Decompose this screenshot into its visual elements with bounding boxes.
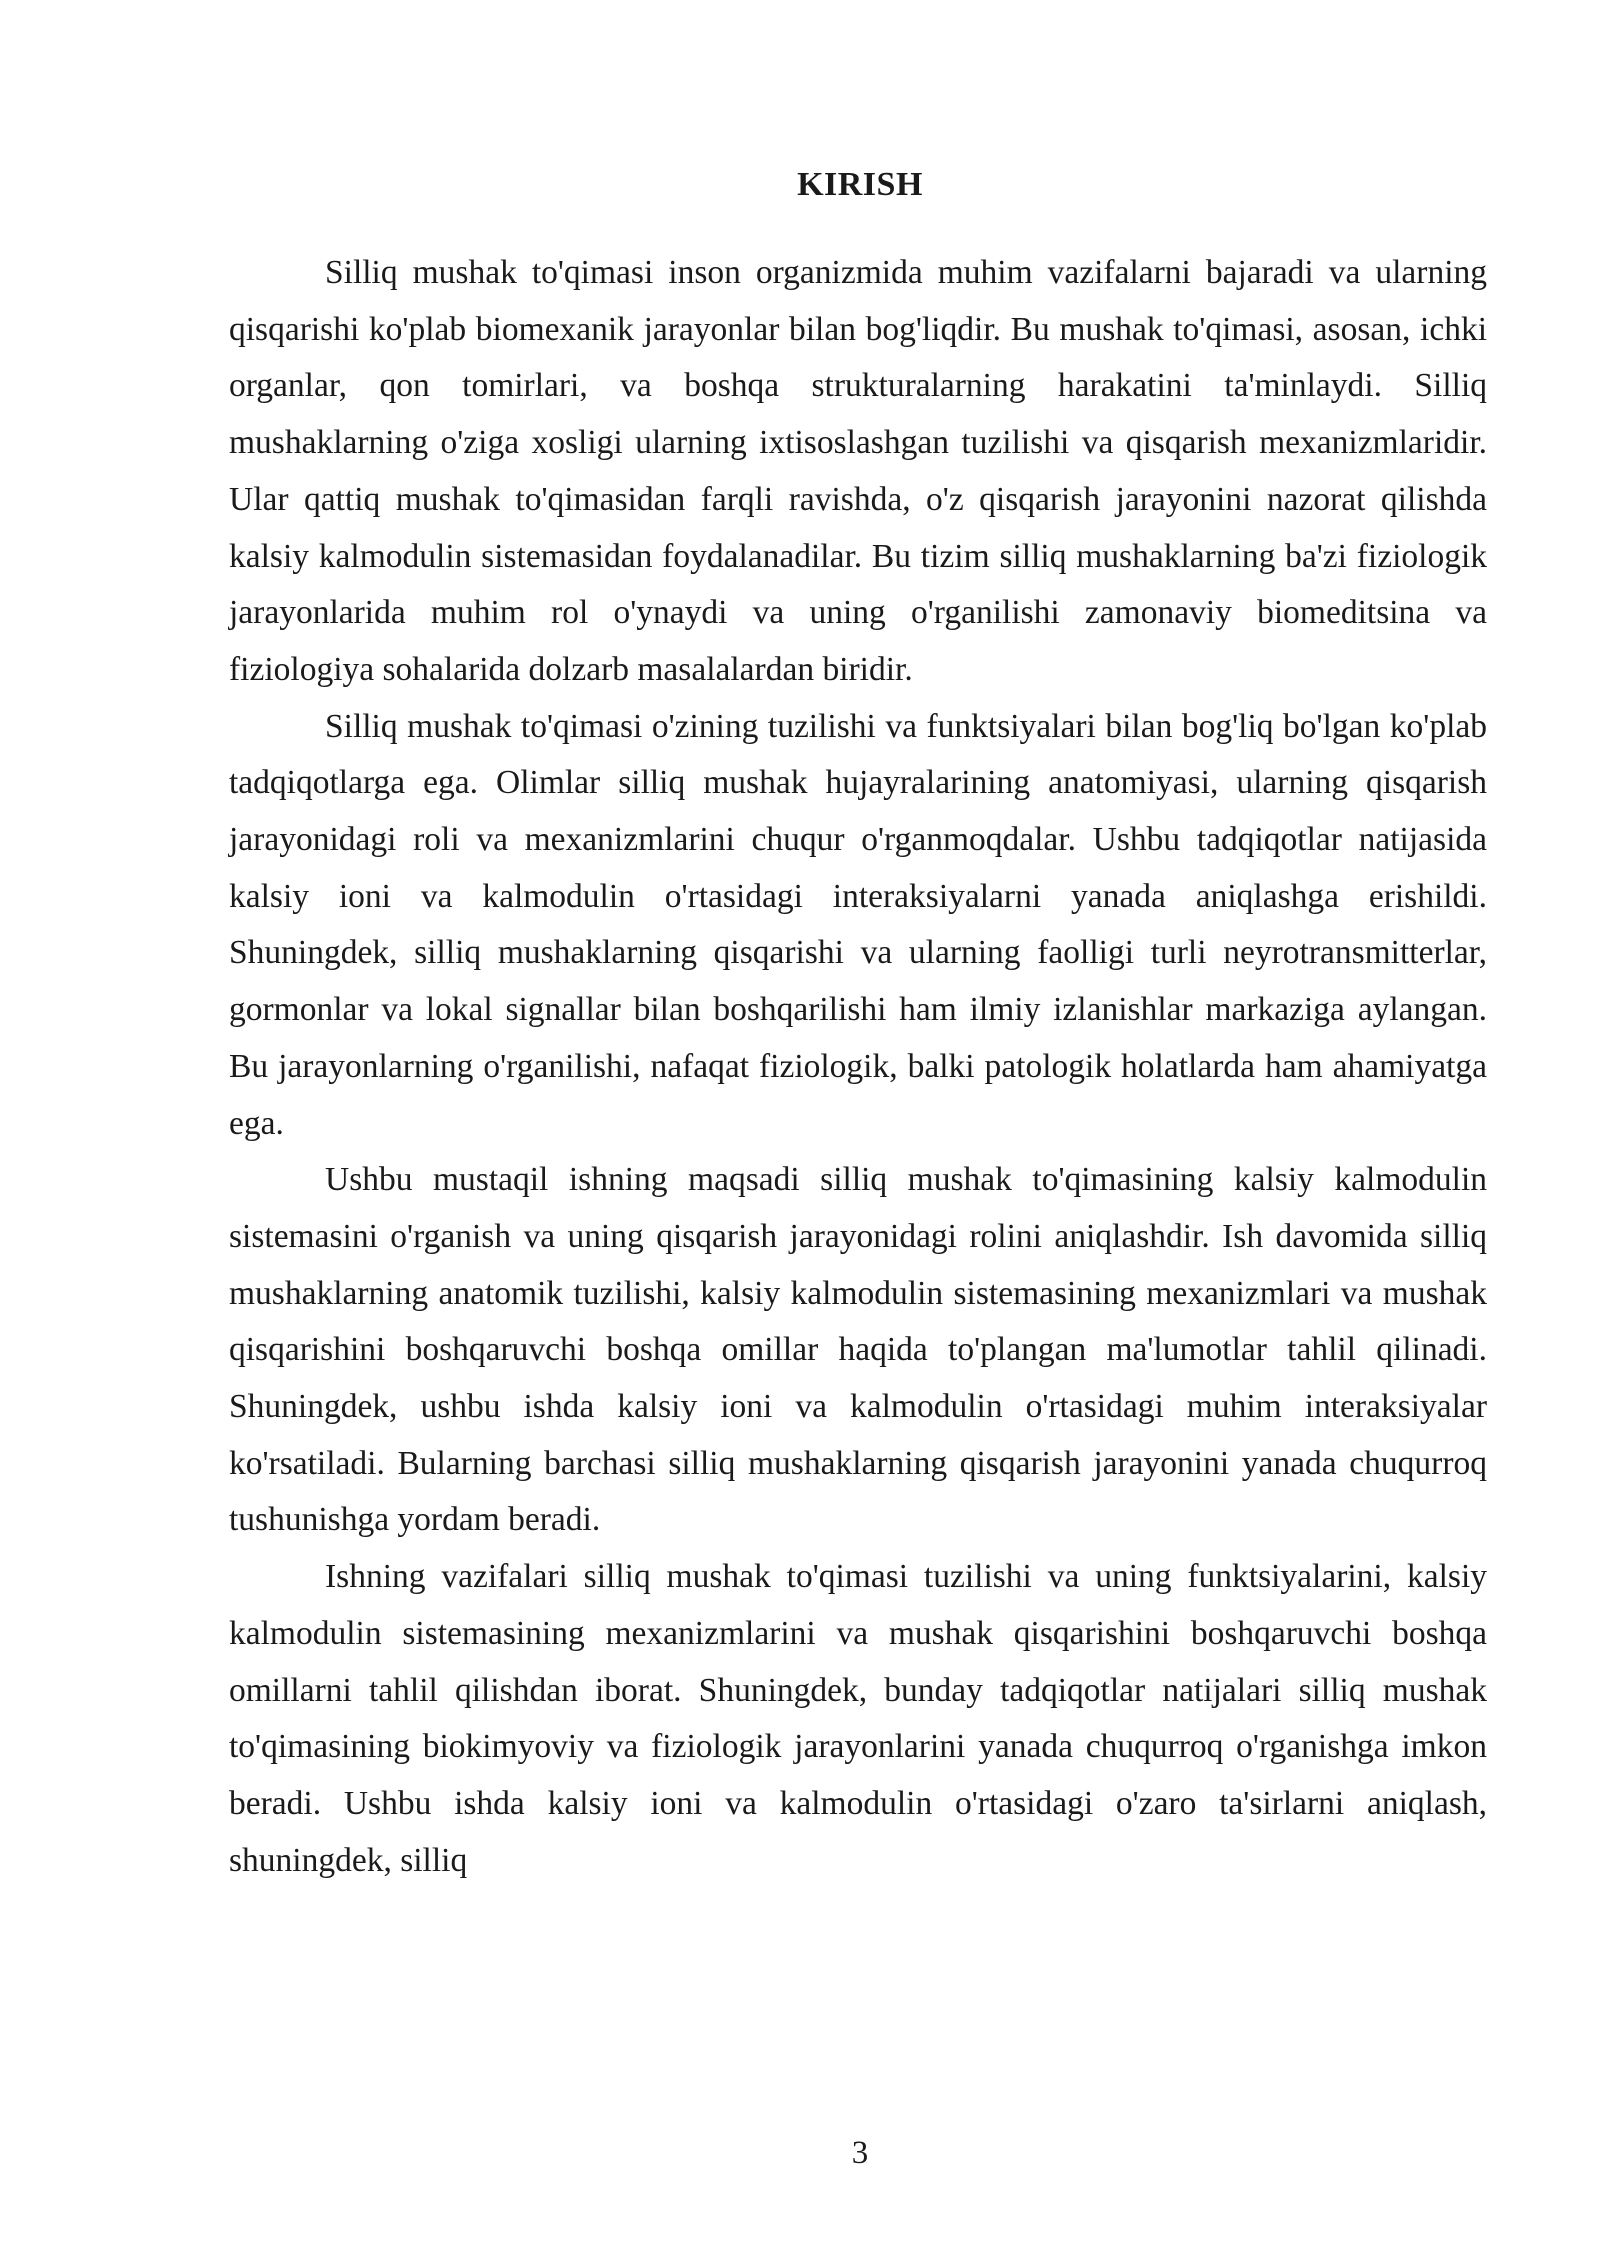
paragraph-3: Ushbu mustaqil ishning maqsadi silliq mushak to'qimasining kalsiy kalmodulin sistemasini o'rganish va uning qisqarish jarayonidagi rolini aniqlashdir. Ish davomida silliq mushaklarning anatomik tuzilishi, kalsiy kalmodulin sistemasining mexanizmlari va mushak qisqarishini boshqaruvchi boshqa omillar haqida to'plangan ma'lumotlar tahlil qilinadi. Shuningdek, ushbu ishda kalsiy ioni va kalmodulin o'rtasidagi muhim interaksiyalar ko'rsatiladi. Bularning barchasi silliq mushaklarning qisqarish jarayonini yanada chuqurroq tushunishga yordam beradi. [229, 1161, 1487, 1539]
section-heading: KIRISH [797, 166, 923, 203]
body-text [229, 245, 1487, 1889]
paragraph-1: Silliq mushak to'qimasi inson organizmida muhim vazifalarni bajaradi va ularning qisqarishi ko'plab biomexanik jarayonlar bilan bog'liqdir. Bu mushak to'qimasi, asosan, ichki organlar, qon tomirlari, va boshqa strukturalarning harakatini ta'minlaydi. Silliq mushaklarning o'ziga xosligi ularning ixtisoslashgan tuzilishi va qisqarish mexanizmlaridir. Ular qattiq mushak to'qimasidan farqli ravishda, o'z qisqarish jarayonini nazorat qilishda kalsiy kalmodulin sistemasidan foydalanadilar. Bu tizim silliq mushaklarning ba'zi fiziologik jarayonlarida muhim rol o'ynaydi va uning o'rganilishi zamonaviy biomeditsina va fiziologiya sohalarida dolzarb masalalardan biridir. [229, 254, 1487, 688]
paragraph-2: Silliq mushak to'qimasi o'zining tuzilishi va funktsiyalari bilan bog'liq bo'lgan ko'plab tadqiqotlarga ega. Olimlar silliq mushak hujayralarining anatomiyasi, ularning qisqarish jarayonidagi roli va mexanizmlarini chuqur o'rganmoqdalar. Ushbu tadqiqotlar natijasida kalsiy ioni va kalmodulin o'rtasidagi interaksiyalarni yanada aniqlashga erishildi. Shuningdek, silliq mushaklarning qisqarishi va ularning faolligi turli neyrotransmitterlar, gormonlar va lokal signallar bilan boshqarilishi ham ilmiy izlanishlar markaziga aylangan. Bu jarayonlarning o'rganilishi, nafaqat fiziologik, balki patologik holatlarda ham ahamiyatga ega. [229, 707, 1487, 1142]
page-number: 3 [851, 2135, 869, 2171]
paragraph-4: Ishning vazifalari silliq mushak to'qimasi tuzilishi va uning funktsiyalarini, kalsiy kalmodulin sistemasining mexanizmlarini va mushak qisqarishini boshqaruvchi boshqa omillarni tahlil qilishdan iborat. Shuningdek, bunday tadqiqotlar natijalari silliq mushak to'qimasining biokimyoviy va fiziologik jarayonlarini yanada chuqurroq o'rganishga imkon beradi. Ushbu ishda kalsiy ioni va kalmodulin o'rtasidagi o'zaro ta'sirlarni aniqlash, shuningdek, silliq [229, 1558, 1487, 1879]
